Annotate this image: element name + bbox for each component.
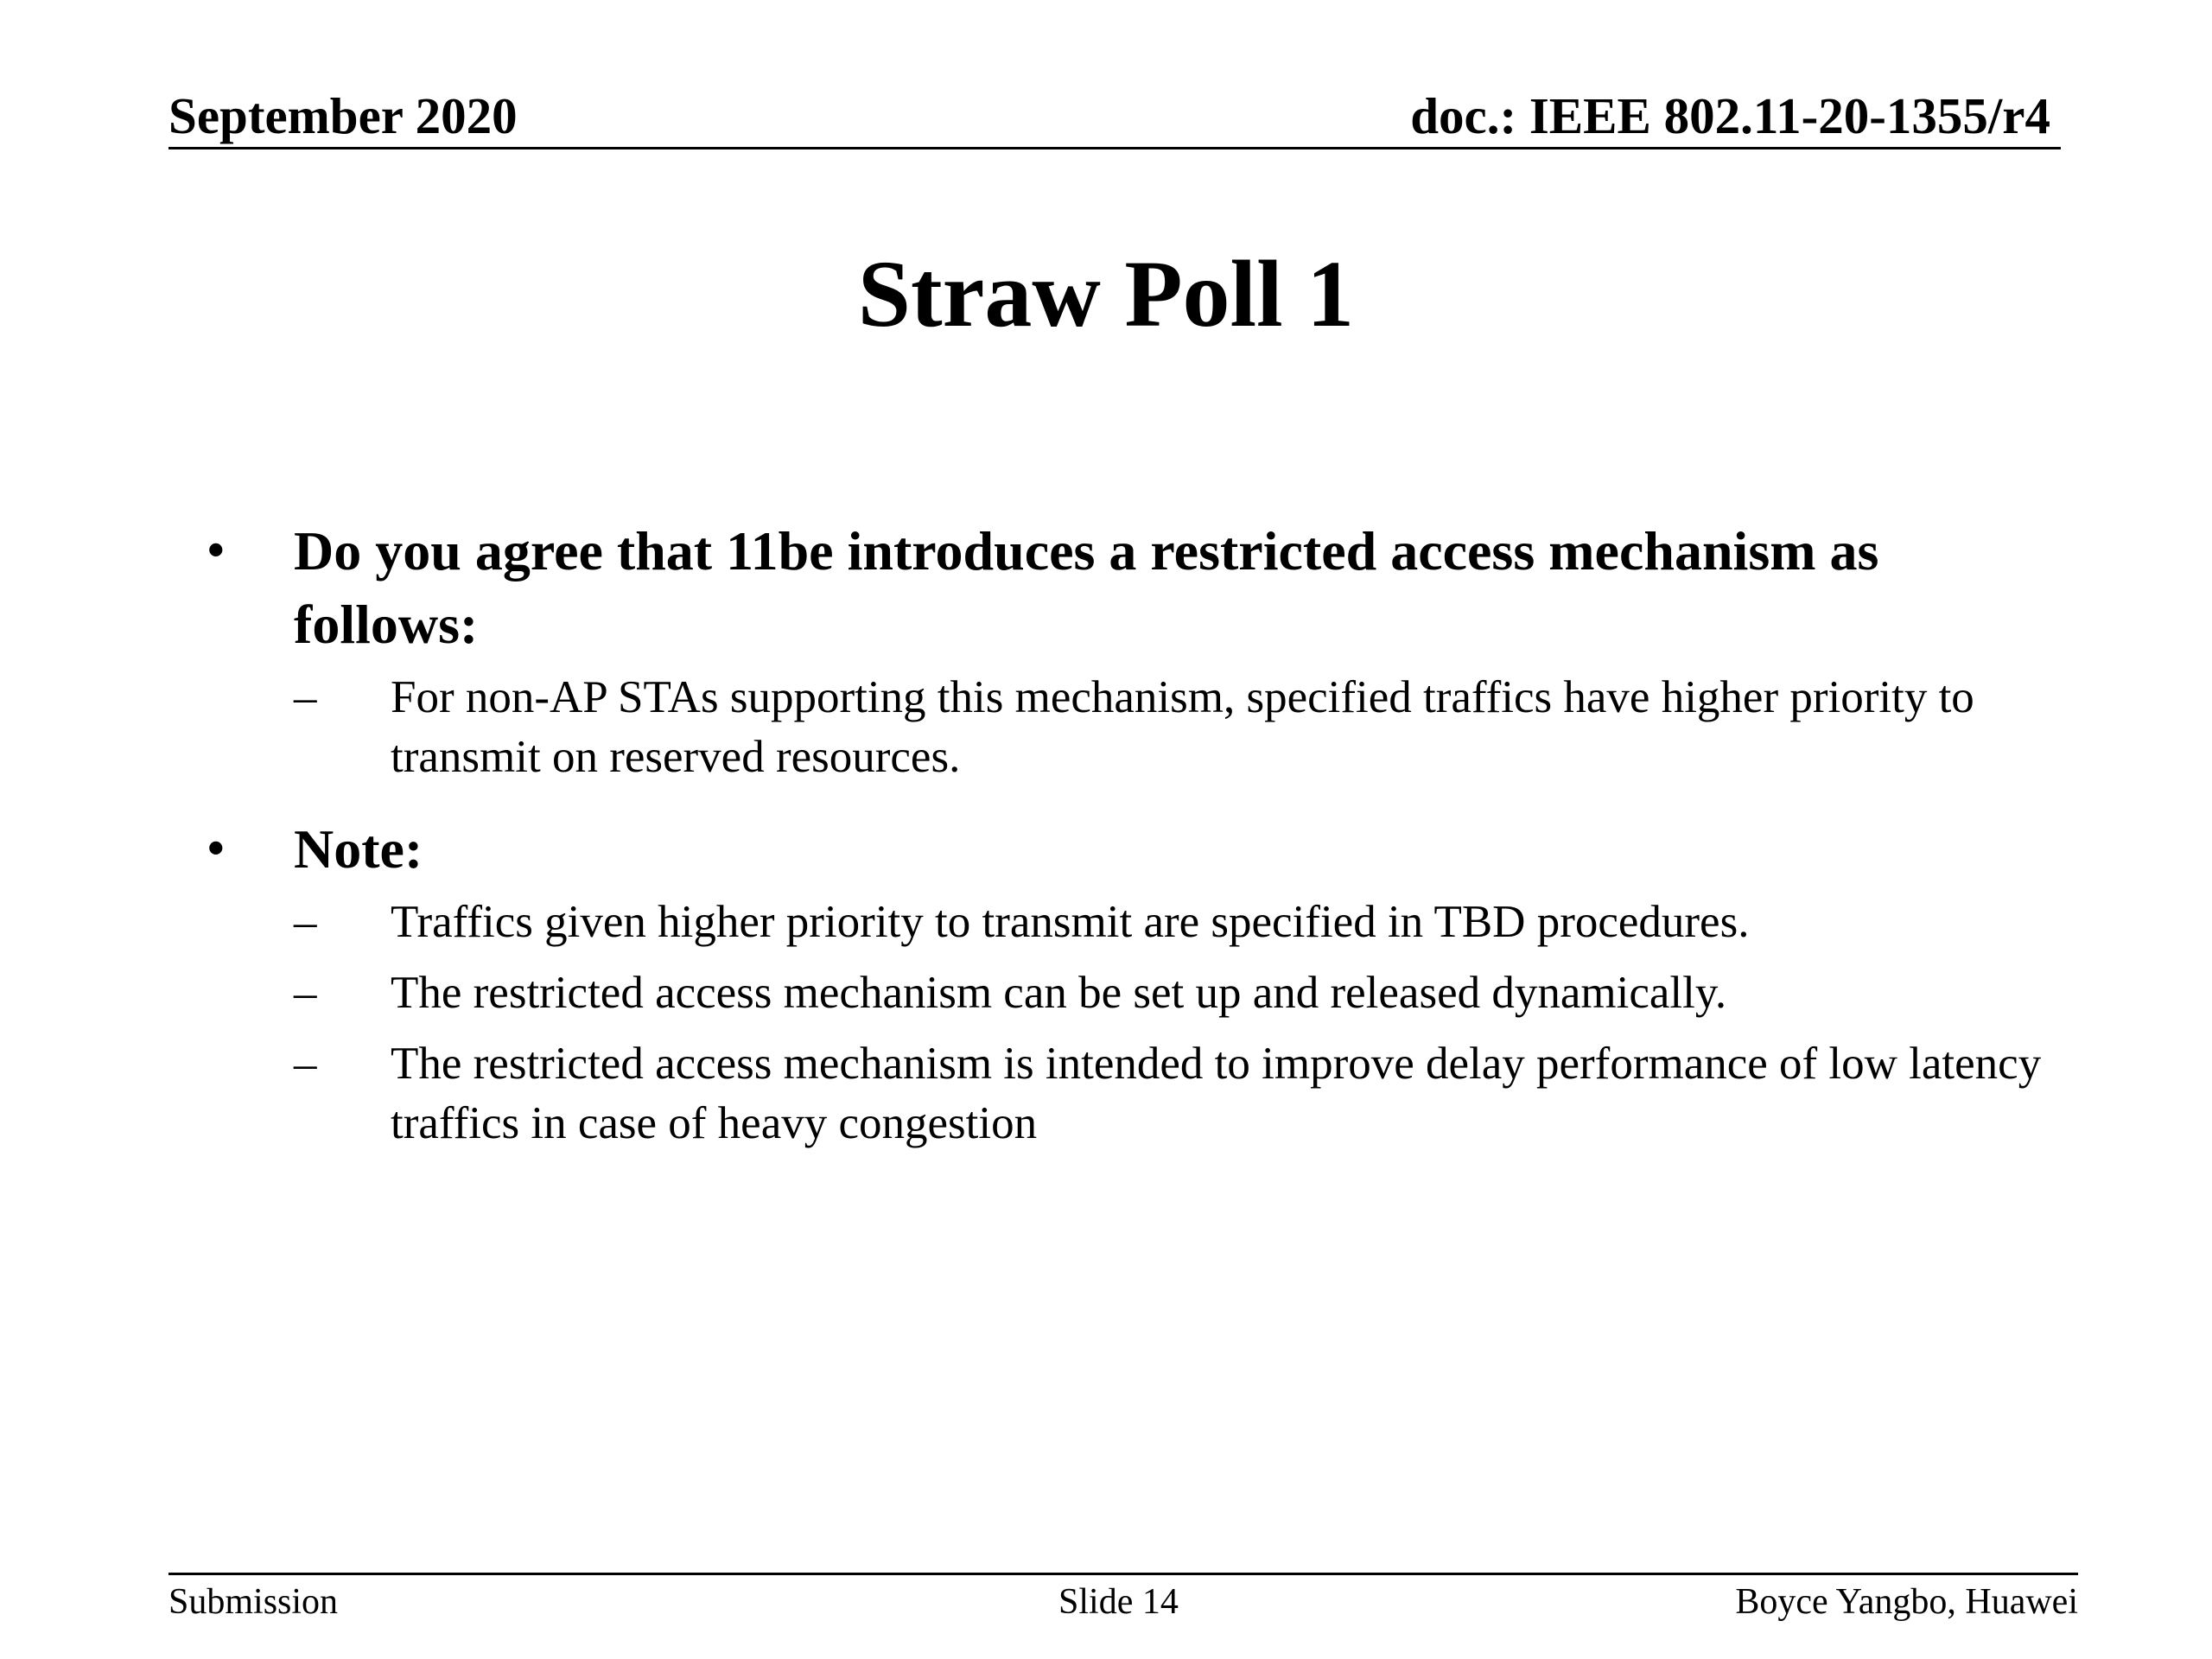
subitem-text: For non-AP STAs supporting this mechanism, specified traffics have higher priority to transmit on reserved resources.	[391, 672, 1974, 782]
header-doc-id: doc.: IEEE 802.11-20-1355/r4	[1410, 87, 2050, 144]
bullet-text: Note:	[294, 818, 423, 880]
dash-icon: –	[294, 672, 317, 722]
bullet-icon: •	[207, 524, 225, 577]
footer-slide-number: Slide 14	[1058, 1582, 1179, 1622]
footer-submission: Submission	[168, 1582, 339, 1622]
subitem	[294, 668, 2065, 787]
subitem-list	[294, 668, 2065, 787]
slide-body	[207, 514, 2065, 1165]
subitem-text: The restricted access mechanism can be set up and released dynamically.	[391, 968, 1727, 1018]
bullet-text: Do you agree that 11be introduces a restricted access mechanism as follows:	[294, 520, 1879, 655]
footer-author: Boyce Yangbo, Huawei	[1735, 1582, 2078, 1622]
bullet-icon: •	[207, 822, 225, 875]
slide-header	[168, 86, 2061, 149]
dash-icon: –	[294, 897, 317, 947]
subitem-list	[294, 893, 2065, 1154]
dash-icon: –	[294, 968, 317, 1018]
subitem-text: Traffics given higher priority to transmit are specified in TBD procedures.	[391, 897, 1750, 947]
subitem-text: The restricted access mechanism is intended to improve delay performance of low latency traffics in case of heavy congestion	[391, 1039, 2042, 1148]
subitem	[294, 1034, 2065, 1154]
bullet-note	[207, 812, 2065, 886]
slide-footer	[168, 1573, 2078, 1627]
subitem	[294, 893, 2065, 952]
dash-icon: –	[294, 1039, 317, 1089]
slide-title: Straw Poll 1	[857, 241, 1355, 346]
header-date: September 2020	[168, 87, 518, 144]
subitem	[294, 963, 2065, 1023]
bullet-question	[207, 514, 2065, 661]
